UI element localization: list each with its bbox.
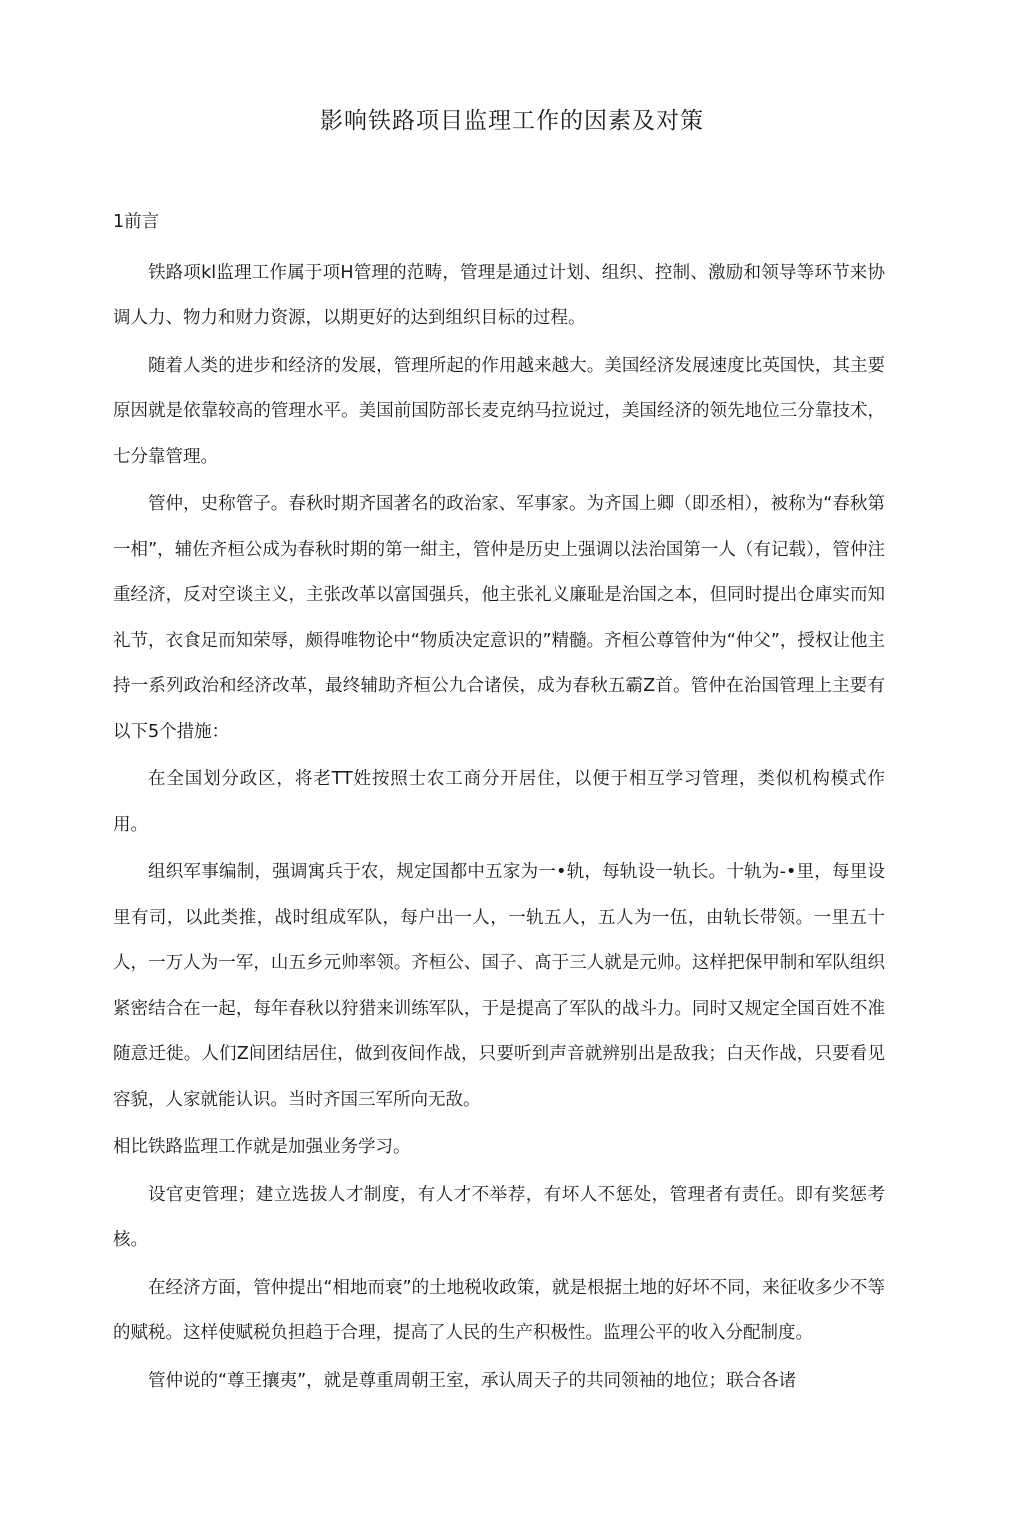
paragraph-measure-economy: 在经济方面，管仲提出“相地而衰”的土地税收政策，就是根据土地的好坏不同，来征收多少不等的赋税。这样使赋税负担趋于合理，提高了人民的生产积极性。监理公平的收入分配制度。 bbox=[113, 1277, 885, 1343]
paragraph-railway-study: 相比铁路监理工作就是加强业务学习。 bbox=[113, 1137, 411, 1157]
document-title: 影响铁路项目监理工作的因素及对策 bbox=[320, 108, 704, 134]
document-body bbox=[113, 200, 885, 1406]
paragraph-measure-districts: 在全国划分政区，将老TT姓按照士农工商分开居住，以便于相互学习管理，类似机构模式作用。 bbox=[113, 769, 885, 835]
paragraph-measure-diplomacy: 管仲说的“尊王攘夷”，就是尊重周朝王室，承认周天子的共同领袖的地位；联合各诸 bbox=[148, 1370, 797, 1391]
paragraph-measure-officials: 设官吏管理；建立选拔人才制度，有人才不举荐，有坏人不惩处，管理者有责任。即有奖惩考核。 bbox=[113, 1184, 885, 1250]
paragraph-guan-zhong: 管仲，史称管子。春秋时期齐国著名的政治家、军事家。为齐国上卿（即丞相），被称为“春秋第一相”，辅佐齐桓公成为春秋时期的第一紺主，管仲是历史上强调以法治国第一人（有记载），管仲注重经济，反对空谈主义，主张改革以富国强兵，他主张礼义廉耻是治国之本，但同时提出仓庫实而知礼节，衣食足而知荣辱，颇得唯物论中“物质决定意识的”精髓。齐桓公尊管仲为“仲父”，授权让他主持一系列政治和经济改革，最终辅助齐桓公九合诸侯，成为春秋五霸Z首。管仲在治国管理上主要有以下5个措施： bbox=[113, 494, 885, 742]
paragraph-management-importance: 随着人类的进步和经济的发展，管理所起的作用越来越大。美国经济发展速度比英国快，其主要原因就是依靠较高的管理水平。美国前国防部长麦克纳马拉说过，美国经济的领先地位三分靠技术，七分靠管理。 bbox=[113, 355, 885, 467]
paragraph-intro: 铁路项kl监理工作属于项H管理的范畴，管理是通过计划、组织、控制、激励和领导等环节来协调人力、物力和财力资源，以期更好的达到组织目标的过程。 bbox=[113, 262, 885, 328]
section-heading: 1前言 bbox=[113, 212, 160, 232]
paragraph-measure-military: 组织军事编制，强调寓兵于农，规定国都中五家为一•轨，每轨设一轨长。十轨为-•里，每里设里有司，以此类推，战时组成军队，每户出一人，一轨五人，五人为一伍，由轨长带领。一里五十人，一万人为一军，山五乡元帅率领。齐桓公、国子、髙于三人就是元帅。这样把保甲制和军队组织紧密结合在一起，每年春秋以狩猎来训练军队，于是提高了军队的战斗力。同时又规定全国百姓不准随意迁徙。人们Z间团结居住，做到夜间作战，只要听到声音就辨别出是敌我；白天作战，只要看见容貌，人家就能认识。当时齐国三军所向无敌。 bbox=[113, 862, 885, 1110]
